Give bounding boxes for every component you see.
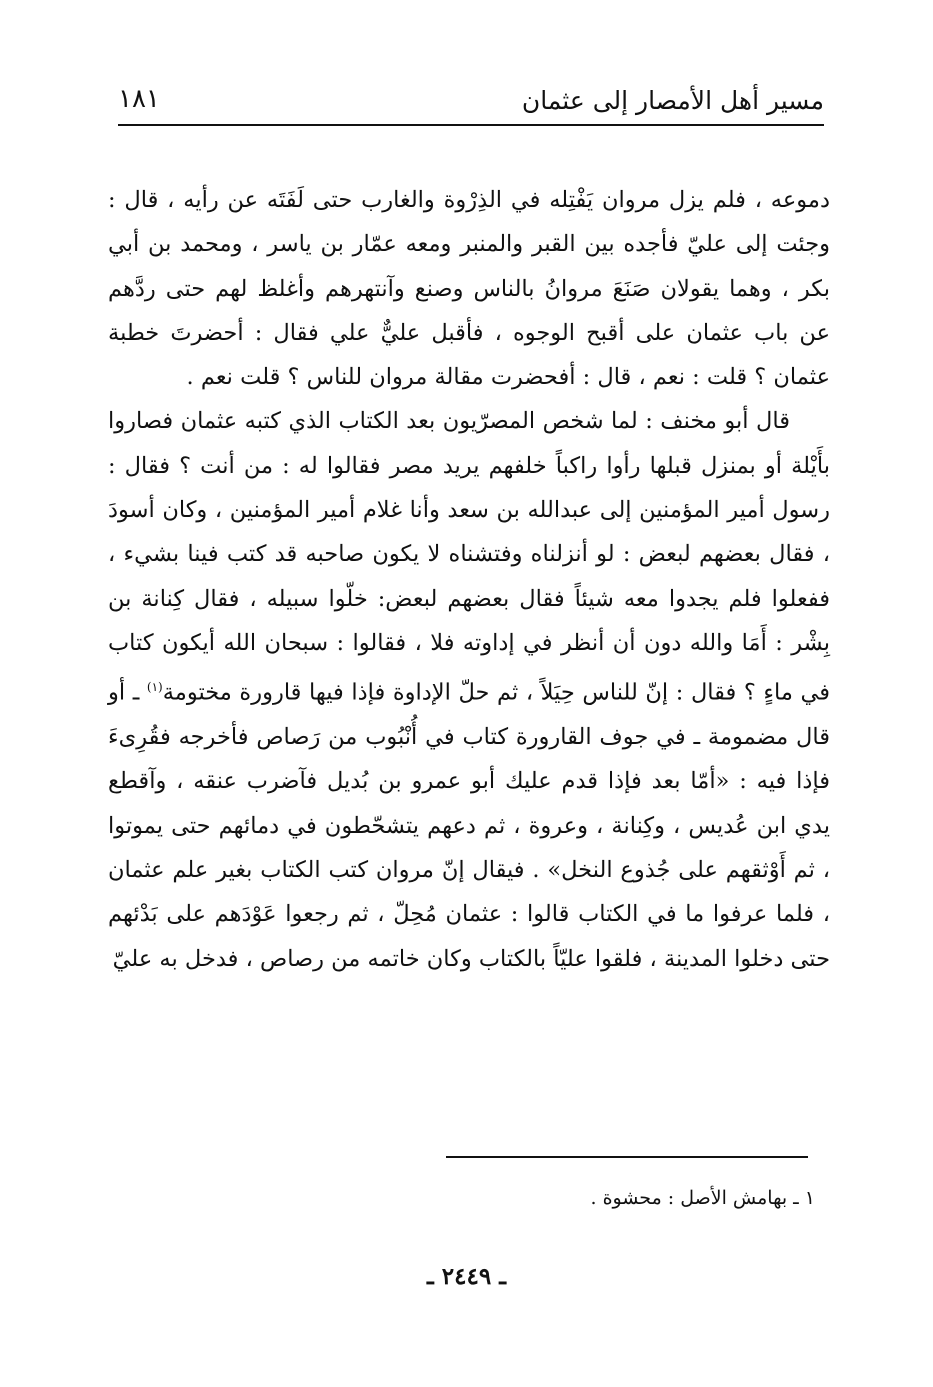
- running-title: مسير أهل الأمصار إلى عثمان: [521, 86, 824, 115]
- page-header: [118, 82, 824, 122]
- footnote: ١ ـ بهامش الأصل : محشوة .: [590, 1187, 815, 1209]
- page-number: ١٨١: [118, 84, 160, 114]
- footnote-divider: [446, 1156, 808, 1158]
- paragraph-2-text: قال أبو مخنف : لما شخص المصرّيون بعد الكتاب الذي كتبه عثمان فصاروا بأَيْلة أو بمنزل قبلها رأوا راكباً خلفهم يريد مصر فقالوا له : من أنت ؟ فقال : رسول أمير المؤمنين إلى عبدالله بن سعد وأنا غلام أمير المؤمنين ، وكان أسودَ ، فقال بعضهم لبعض : لو أنزلناه وفتشناه لا يكون صاحبه قد كتب فينا بشيء ، ففعلوا فلم يجدوا معه شيئاً فقال بعضهم لبعض: خلّوا سبيله ، فقال كِنانة بن بِشْر : أَمَا والله دون أن أنظر في إداوته فلا ، فقالوا : سبحان الله أيكون كتاب في ماءٍ ؟ فقال : إنّ للناس حِيَلاً ، ثم حلّ الإداوة فإذا فيها قارورة مختومة: [108, 408, 831, 706]
- body-text: [108, 178, 830, 981]
- header-divider: [118, 124, 824, 126]
- paragraph-1: دموعه ، فلم يزل مروان يَفْتِله في الذِرْوة والغارب حتى لَفَتَه عن رأيه ، قال : وجئت إلى عليّ فأجده بين القبر والمنبر ومعه عمّار بن ياسر ، ومحمد بن أبي بكر ، وهما يقولان صَنَعَ مروانُ بالناس وصنع وآنتهرهم وأغلظ لهم حتى ردَّهم عن باب عثمان على أقبح الوجوه ، فأقبل عليٌّ علي فقال : أحضرتَ خطبة عثمان ؟ قلت : نعم ، قال : أفحضرت مقالة مروان للناس ؟ قلت نعم .: [108, 187, 830, 391]
- paragraph-2-continuation: ـ أو قال مضمومة ـ في جوف القارورة كتاب في أُنْبُوب من رَصاص فأخرجه فقُرِىءَ فإذا فيه : «أمّا بعد فإذا قدم عليك أبو عمرو بن بُديل فآضرب عنقه ، وآقطع يدي ابن عُديس ، وكِنانة ، وعروة ، ثم دعهم يتشحّطون في دمائهم حتى يموتوا ، ثم أَوْثقهم على جُذوع النخل» . فيقال إنّ مروان كتب الكتاب بغير علم عثمان ، فلما عرفوا ما في الكتاب قالوا : عثمان مُحِلّ ، ثم رجعوا عَوْدَهم على بَدْئهم حتى دخلوا المدينة ، فلقوا عليّاً بالكتاب وكان خاتمه من رصاص ، فدخل به عليّ: [108, 679, 830, 972]
- footnote-marker: (١): [146, 680, 163, 695]
- folio-number: ـ ٢٤٤٩ ـ: [427, 1263, 506, 1290]
- paragraph-2: [108, 399, 830, 980]
